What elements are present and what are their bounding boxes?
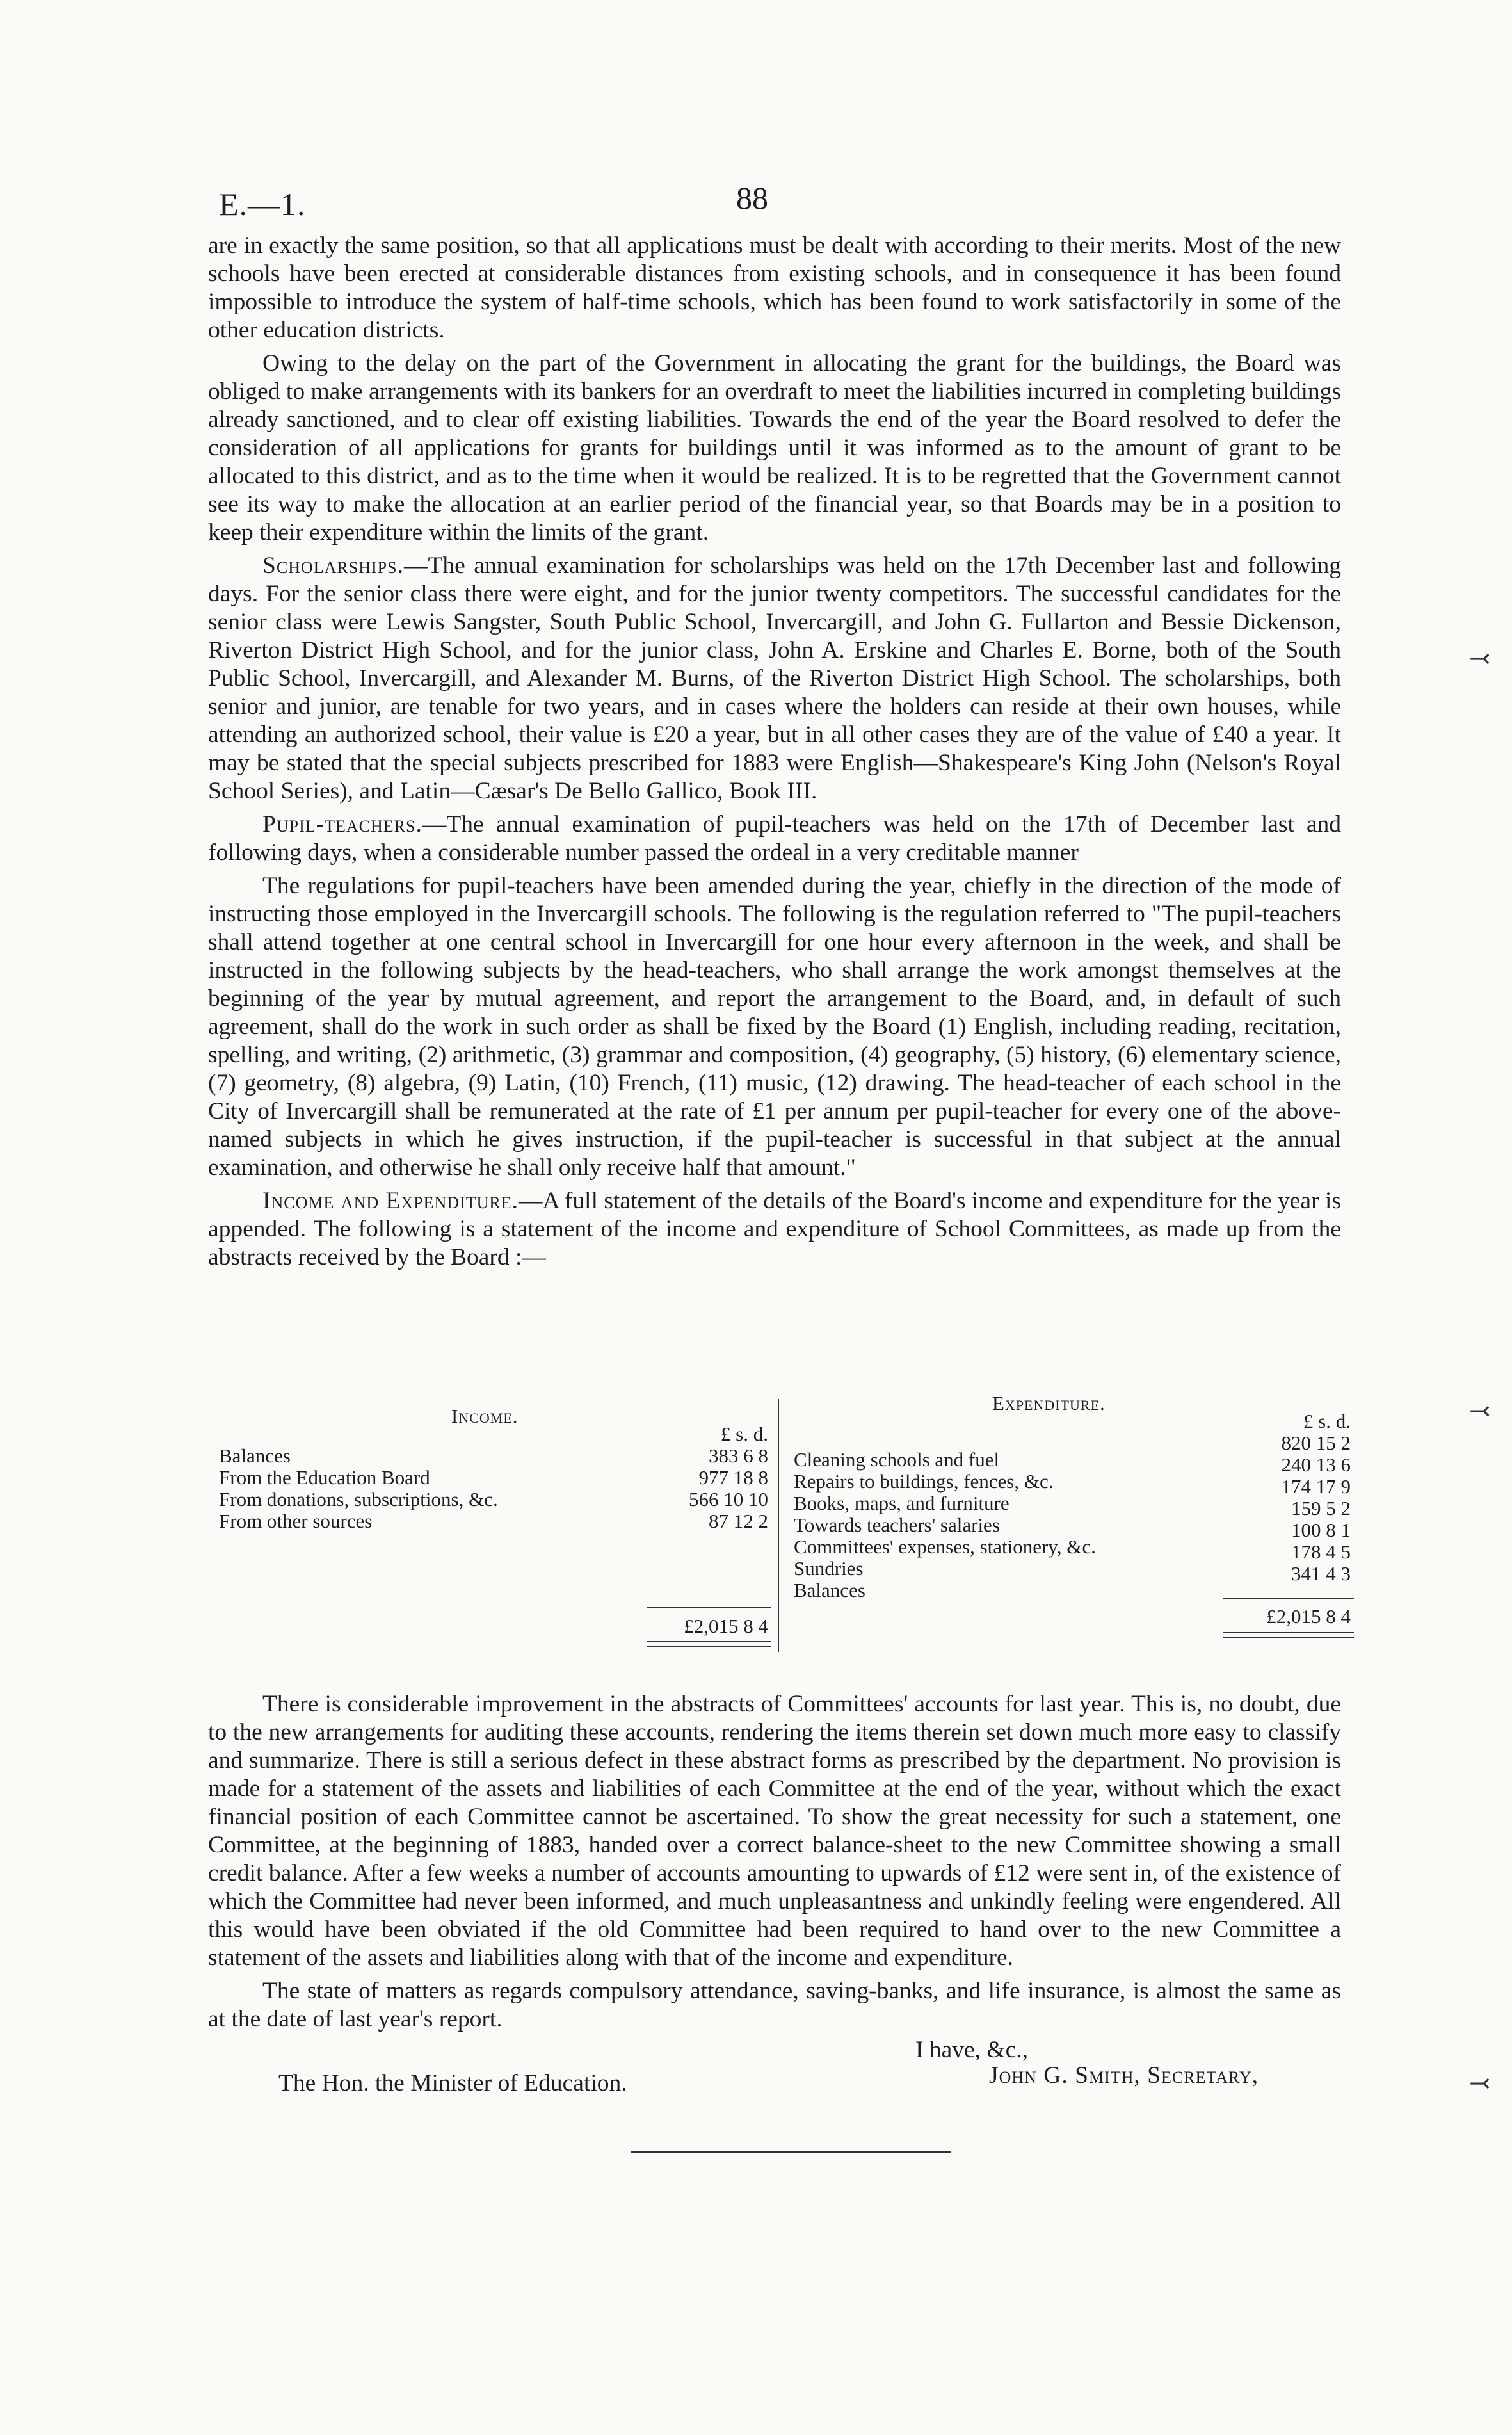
expenditure-label: Towards teachers' salaries: [794, 1514, 1000, 1536]
expenditure-amount: 174 17 9: [1281, 1475, 1351, 1498]
margin-mark-icon: ⤙: [1469, 2069, 1491, 2098]
paragraph: Owing to the delay on the part of the Government in allocating the grant for the buildings, the Board was obliged to make arrangements with its bankers for an overdraft to meet the liabilities incurred in completing buildings already sanctioned, and to clear off existing liabilities. Towards the end of the year the Board resolved to defer the consideration of all applications for grants for buildings until it was informed as to the amount of grant to be allocated to this district, and as to the time when it would be realized. It is to be regretted that the Government cannot see its way to make the allocation at an earlier period of the financial year, so that Boards may be in a position to keep their expenditure within the limits of the grant.: [208, 350, 1341, 546]
expenditure-amount: 341 4 3: [1291, 1562, 1351, 1585]
page-number: 88: [736, 180, 768, 216]
body-text-upper: [208, 232, 1341, 1277]
income-total: £2,015 8 4: [684, 1615, 768, 1637]
income-title: Income.: [451, 1405, 519, 1427]
margin-mark-icon: ⤙: [1469, 1396, 1491, 1425]
total-rule: [647, 1607, 771, 1608]
document-reference: E.—1.: [219, 186, 306, 222]
expenditure-label: Books, maps, and furniture: [794, 1492, 1009, 1514]
income-label: From other sources: [219, 1510, 373, 1532]
income-label: Balances: [219, 1444, 291, 1467]
scholarships-paragraph: Scholarships.—The annual examination for scholarships was held on the 17th December last and following days. For the senior class there were eight, and for the junior twenty competitors. The successful candidates for the senior class were Lewis Sangster, South Public School, Invercargill, and John G. Fullarton and Bessie Dickenson, Riverton District High School, and for the junior class, John A. Erskine and Charles E. Borne, both of the South Public School, Invercargill, and Alexander M. Burns, of the Riverton District High School. The scholarships, both senior and junior, are tenable for two years, and in cases where the holders can reside at their own houses, while attending an authorized school, their value is £20 a year, but in all other cases they are of the value of £40 a year. It may be stated that the special subjects prescribed for 1883 were English—Shakespeare's King John (Nelson's Royal School Series), and Latin—Cæsar's De Bello Gallico, Book III.: [208, 553, 1341, 804]
paragraph: There is considerable improvement in the abstracts of Committees' accounts for last year. This is, no doubt, due to the new arrangements for auditing these accounts, rendering the items therein set down much more easy to classify and summarize. There is still a serious defect in these abstract forms as prescribed by the department. No provision is made for a statement of the assets and liabilities of each Committee at the end of the year, without which the exact financial position of each Committee cannot be ascertained. To show the great necessity for such a statement, one Committee, at the beginning of 1883, handed over a correct balance-sheet to the new Committee showing a small credit balance. After a few weeks a number of accounts amounting to upwards of £12 were sent in, of the existence of which the Committee had never been informed, and much unpleasantness and unkindly feeling were engendered. All this would have been obviated if the old Committee had been required to hand over to the new Committee a statement of the assets and liabilities along with that of the income and expenditure.: [208, 1691, 1341, 1971]
paragraph: The state of matters as regards compulsory attendance, saving-banks, and life insurance, is almost the same as at the date of last year's report.: [208, 1978, 1341, 2032]
paragraph: The regulations for pupil-teachers have been amended during the year, chiefly in the direction of the mode of instructing those employed in the Invercargill schools. The following is the regulation referred to "The pupil-teachers shall attend together at one central school in Invercargill for one hour every afternoon in the week, and shall be instructed in the following subjects by the head-teachers, who shall arrange the work amongst themselves at the beginning of the year by mutual agreement, and report the arrangement to the Board, and, in default of such agreement, shall do the work in such order as shall be fixed by the Board (1) English, including reading, recitation, spelling, and writing, (2) arithmetic, (3) grammar and composition, (4) geography, (5) history, (6) elementary science, (7) geometry, (8) algebra, (9) Latin, (10) French, (11) music, (12) drawing. The head-teacher of each school in the City of Invercargill shall be remunerated at the rate of £1 per annum per pupil-teacher for every one of the above-named subjects in which he gives instruction, if the pupil-teacher is successful in that subject at the annual examination, and otherwise he shall only receive half that amount.": [208, 873, 1341, 1181]
section-heading: Scholarships.: [262, 553, 404, 579]
expenditure-label: Repairs to buildings, fences, &c.: [794, 1470, 1054, 1493]
end-rule: [631, 2151, 951, 2153]
recipient: The Hon. the Minister of Education.: [278, 2070, 627, 2096]
accounts-table: [211, 1393, 1376, 1649]
income-labels: [219, 1445, 552, 1532]
income-amount: 566 10 10: [689, 1488, 768, 1510]
currency-header: £ s. d.: [1303, 1410, 1351, 1432]
total-rule: [1223, 1598, 1354, 1599]
expenditure-amount: 159 5 2: [1291, 1497, 1351, 1519]
income-label: From donations, subscriptions, &c.: [219, 1488, 498, 1510]
total-double-rule: [1223, 1632, 1354, 1638]
expenditure-amount: 100 8 1: [1291, 1519, 1351, 1541]
paragraph: are in exactly the same position, so that all applications must be dealt with according to their merits. Most of the new schools have been erected at considerable distances from existing schools, and in consequence it has been found impossible to introduce the system of half-time schools, which has been found to work satisfactorily in some of the other education districts.: [208, 232, 1341, 343]
body-text-lower: [208, 1690, 1341, 2039]
income-label: From the Education Board: [219, 1466, 430, 1489]
signature: John G. Smith, Secretary,: [989, 2062, 1259, 2089]
expenditure-amounts: [1216, 1432, 1351, 1585]
expenditure-label: Committees' expenses, stationery, &c.: [794, 1535, 1096, 1558]
expenditure-labels: [794, 1449, 1191, 1601]
expenditure-amount: 178 4 5: [1291, 1541, 1351, 1563]
income-expenditure-paragraph: Income and Expenditure.—A full statement of the details of the Board's income and expenditure for the year is appended. The following is a statement of the income and expenditure of School Committees, as made up from the abstracts received by the Board :—: [208, 1188, 1341, 1270]
margin-mark-icon: ⤙: [1469, 644, 1491, 673]
expenditure-label: Balances: [794, 1579, 865, 1601]
expenditure-amount: 240 13 6: [1281, 1453, 1351, 1476]
income-amount: 383 6 8: [709, 1444, 768, 1467]
greeting: I have, &c.,: [915, 2037, 1028, 2063]
income-amount: 87 12 2: [709, 1510, 768, 1532]
section-heading: Pupil-teachers.: [262, 811, 422, 837]
section-heading: Income and Expenditure.: [262, 1188, 519, 1214]
total-double-rule: [647, 1641, 771, 1647]
expenditure-label: Sundries: [794, 1557, 864, 1580]
expenditure-title: Expenditure.: [992, 1392, 1106, 1414]
table-divider: [778, 1399, 779, 1652]
pupil-teachers-paragraph: Pupil-teachers.—The annual examination of pupil-teachers was held on the 17th of December last and following days, when a considerable number passed the ordeal in a very creditable manner: [208, 811, 1341, 866]
income-amount: 977 18 8: [698, 1466, 768, 1489]
expenditure-amount: 820 15 2: [1281, 1432, 1351, 1454]
income-amounts: [634, 1445, 768, 1532]
expenditure-label: Cleaning schools and fuel: [794, 1448, 1000, 1471]
currency-header: £ s. d.: [720, 1423, 768, 1445]
expenditure-total: £2,015 8 4: [1266, 1605, 1351, 1628]
